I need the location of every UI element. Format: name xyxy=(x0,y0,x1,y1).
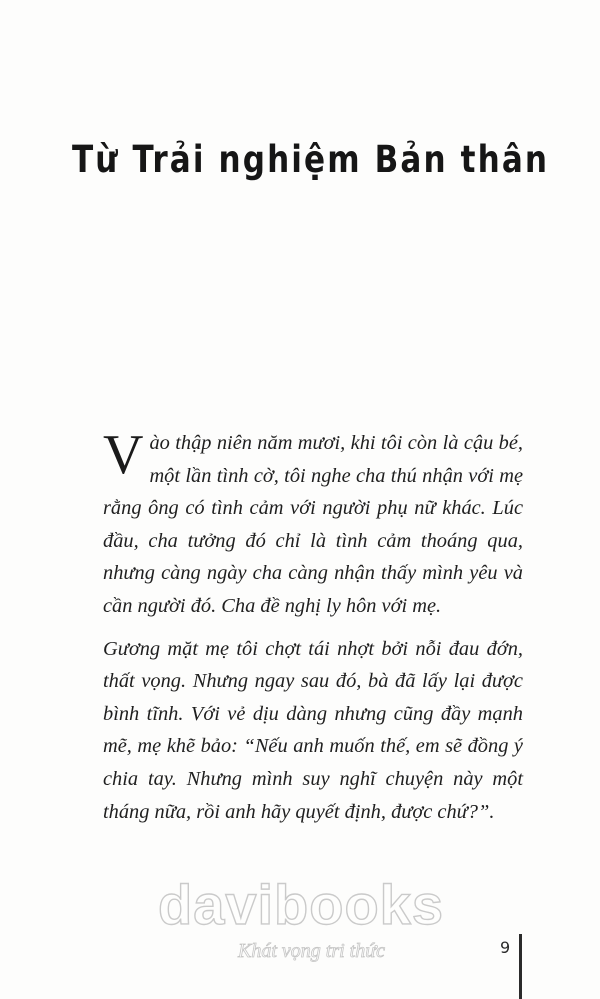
paragraph-1-text: ào thập niên năm mươi, khi tôi còn là cậu bé, một lần tình cờ, tôi nghe cha thú nhận với mẹ rằng ông có tình cảm với người phụ nữ khác. Lúc đầu, cha tưởng đó chỉ là tình cảm thoáng qua, nhưng càng ngày cha càng nhận thấy mình yêu và cần người đó. Cha đề nghị ly hôn với mẹ. xyxy=(103,432,523,617)
margin-rule xyxy=(519,934,522,999)
paragraph-2: Gương mặt mẹ tôi chợt tái nhợt bởi nỗi đau đớn, thất vọng. Nhưng ngay sau đó, bà đã lấy lại được bình tĩnh. Với vẻ dịu dàng nhưng cũng đầy mạnh mẽ, mẹ khẽ bảo: “Nếu anh muốn thế, em sẽ đồng ý chia tay. Nhưng mình suy nghĩ chuyện này một tháng nữa, rồi anh hãy quyết định, được chứ?”. xyxy=(103,637,523,823)
chapter-title: Từ Trải nghiệm Bản thân xyxy=(72,138,550,181)
page-number: 9 xyxy=(500,938,511,957)
watermark-tagline: Khát vọng tri thức xyxy=(238,940,386,962)
body-text xyxy=(103,424,523,828)
drop-cap: V xyxy=(103,424,144,486)
paragraph-1 xyxy=(103,424,523,623)
watermark-logo: davibooks xyxy=(158,873,444,936)
